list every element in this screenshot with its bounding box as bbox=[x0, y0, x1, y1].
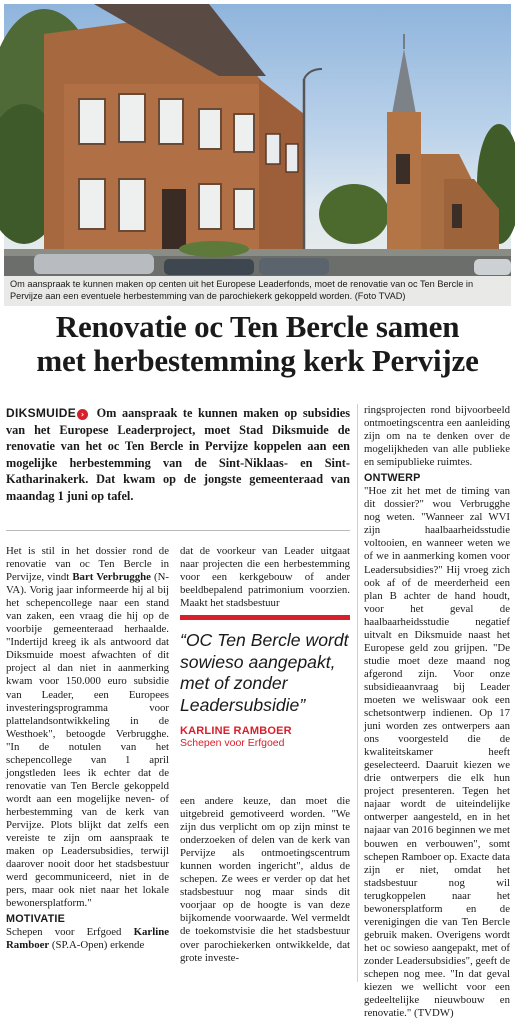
article-headline bbox=[6, 310, 509, 378]
article-lead bbox=[6, 405, 350, 525]
body-column-2 bbox=[180, 545, 350, 610]
lead-divider bbox=[6, 530, 350, 531]
body-column-3 bbox=[364, 404, 510, 1020]
paragraph bbox=[6, 926, 169, 952]
paragraph: ringsprojecten rond bijvoorbeeld ontmoetingscentra een aanleiding zijn om na te denken over de mogelijkheden van alle publieke en semipublieke ruimtes. bbox=[364, 404, 510, 469]
photo-caption: Om aanspraak te kunnen maken op centen uit het Europese Leaderfonds, moet de renovatie van oc Ten Bercle in Pervijze aan een eventuele herbestemming van de parochiekerk gekoppeld worden. (Foto TVAD) bbox=[4, 276, 511, 306]
subheading-ontwerp: ONTWERP bbox=[364, 472, 421, 485]
subheading-motivatie: MOTIVATIE bbox=[6, 913, 65, 926]
lead-text: Om aanspraak te kunnen maken op subsidies van het Europese Leaderproject, moet Stad Diksmuide de renovatie van het oc Ten Bercle in Pervijze koppelen aan een mogelijke herbestemming van de Sint-Niklaas- en Sint-Katharinakerk. Dat kwam op de jongste gemeenteraad van maandag 1 juni op tafel. bbox=[6, 406, 350, 503]
column-divider bbox=[357, 404, 358, 982]
paragraph: "Hoe zit het met de timing van dit dossier?" wou Verbrugghe nog weten. "Wanneer zal WVI zijn haalbaarheidsstudie voltooien, en wanneer weten we of we in aanmerking komen voor Leadersubsidies?" Hij vroeg zich ook af of de meerderheid een plan B achter de hand houdt, voor het geval de haalbaarheidsstudie negatief uitvalt en Diksmuide naast het Europese geld zou grijpen. "De studie moet deze maand nog afgerond zijn. Voor onze subsidieaanvraag bij Leader moeten we weliswaar ook een schetsontwerp indienen. Op 17 juni worden zes ontwerpers aan ons voorgesteld die de kwaliteitskamer heeft geselecteerd. Daaruit kiezen we drie ontwerpers die elk hun project presenteren. Tegen het najaar wordt de uiteindelijke ontwerper aangesteld, en in het najaar van 2016 beginnen we met bouwen en verbouwen", somt schepen Ramboer op. Exacte data zijn er niet, omdat het stadsbestuur nog wil terugkoppelen naar het bewonersplatform en de verenigingen die van Ten Bercle gebruik maken. Overigens wordt het oc sowieso aangepakt, met of zonder Leadersubsidies", geeft de schepen nog mee. "In dat geval kiezen we wellicht voor een gedeeltelijke nieuwbouw en renovatie." (TVDW) bbox=[364, 485, 510, 1020]
headline-line-2: met herbestemming kerk Pervijze bbox=[36, 343, 479, 378]
arrow-right-icon: › bbox=[77, 409, 88, 420]
pull-quote-author: KARLINE RAMBOER bbox=[180, 725, 292, 737]
paragraph-text: (N-VA). Vorig jaar informeerde hij al bij het schepencollege naar een stand van zaken, een vraag die hij op de voorbije gemeenteraad herhaalde. "Indertijd kreeg ik als antwoord dat Diksmuide moest afwachten of dit project al dan niet in aanmerking kwam voor 150.000 euro subsidie van Leader, een Europees investeringsprogramma voor plattelandsontwikkeling in de Westhoek", betoogde Verbrugghe. "In de notulen van het schepencollege van 1 april jongstleden lees ik echter dat de renovatie van Ten Bercle gekoppeld wordt aan een mogelijke neven- of herbestemming van de kerk van Pervijze. Plots blijkt dat zelfs een vereiste te zijn om aanspraak te maken op Leadersubsidies, terwijl daarover nooit door het stadsbestuur werd gecommuniceerd, niet in de pers, maar ook niet naar het lokale bewonersplatform." bbox=[6, 571, 170, 910]
body-column-1 bbox=[6, 545, 169, 952]
location-kicker: DIKSMUIDE bbox=[6, 406, 77, 420]
paragraph: dat de voorkeur van Leader uitgaat naar projecten die een herbestemming voor een kerkgebouw of ander beeldbepalend patrimonium voorzien. Maakt het stadsbestuur bbox=[180, 545, 350, 610]
pull-quote-text: “OC Ten Bercle wordt sowieso aangepakt, met of zonder Leadersubsidie” bbox=[180, 630, 349, 715]
paragraph-text: Schepen voor Erfgoed bbox=[6, 926, 134, 939]
person-name: Karline Ramboer bbox=[6, 926, 169, 952]
body-column-2-continued bbox=[180, 795, 350, 965]
pull-quote-role: Schepen voor Erfgoed bbox=[180, 737, 285, 749]
pull-quote bbox=[180, 615, 350, 775]
headline-line-1: Renovatie oc Ten Bercle samen bbox=[55, 309, 460, 344]
paragraph: een andere keuze, dan moet die uitgebreid gemotiveerd worden. "We zijn dus verplicht om op zijn minst te onderzoeken of delen van de kerk van Pervijze als ontmoetingscentrum kunnen worden ingericht", aldus de schepen. Ze wees er verder op dat het stadsbestuur nog maar sinds dit voorjaar op de hoogte is van deze bijkomende voorwaarde. Wel vermeldt de toekomstvisie die het stadsbestuur over parochiekerken ontwikkelde, dat grote investe- bbox=[180, 795, 350, 964]
person-name: Bart Verbrugghe bbox=[72, 571, 151, 584]
paragraph-text: Het is stil in het dossier rond de renovatie van oc Ten Bercle in Pervijze, vindt bbox=[6, 545, 169, 584]
paragraph-text: (SP.A-Open) erkende bbox=[49, 939, 145, 952]
article-photo bbox=[4, 4, 511, 276]
paragraph bbox=[6, 545, 169, 910]
photo-illustration bbox=[4, 4, 511, 276]
